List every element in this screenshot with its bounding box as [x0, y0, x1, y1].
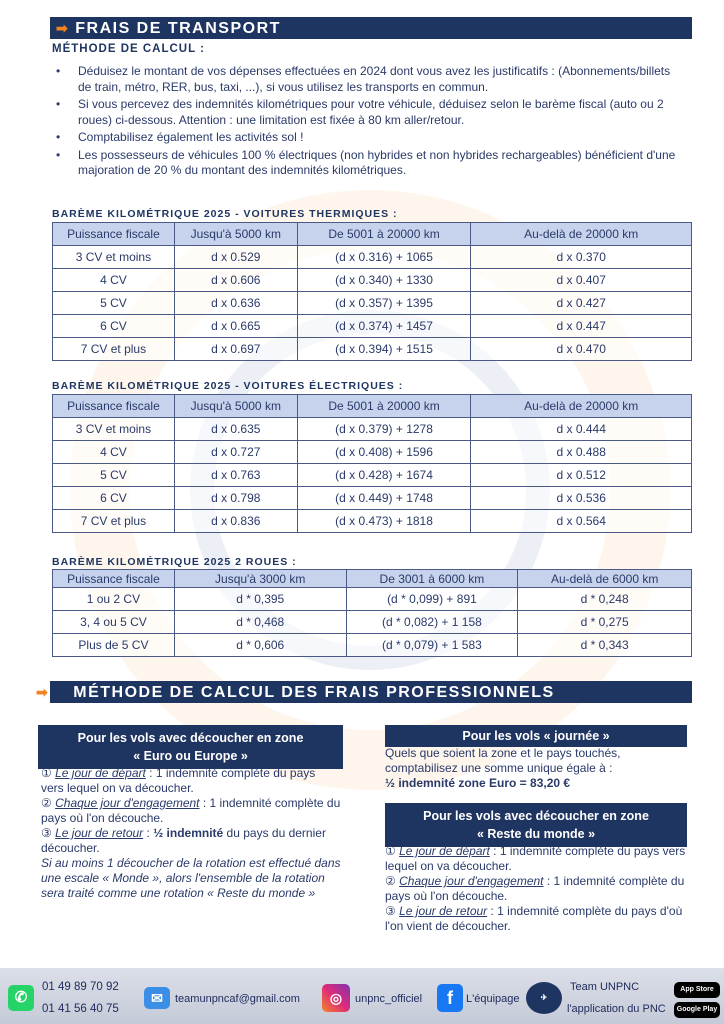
table-cell: 5 CV [53, 464, 175, 487]
table-row [53, 338, 692, 361]
table-row [53, 292, 692, 315]
bullet-item: • Les possesseurs de véhicules 100 % électriques (non hybrides et non hybrides rechargeables) bénéficient d'une majoration de 20 % du montant des indemnités kilométriques. [56, 148, 686, 179]
table-thermal [52, 222, 692, 361]
table-cell: 4 CV [53, 441, 175, 464]
table-header: Jusqu'à 3000 km [174, 570, 346, 588]
table-cell: d x 0.536 [471, 487, 692, 510]
paragraph-depart [385, 844, 690, 874]
table-row [53, 588, 692, 611]
footer [0, 968, 724, 1024]
table-cell: d x 0.798 [174, 487, 297, 510]
bullet-item: • Déduisez le montant de vos dépenses effectuées en 2024 dont vous avez les justificatifs : (Abonnements/billets de train, métro, RER, bus, taxi, ...), si vous utilisez les transports en commun. [56, 64, 686, 95]
table-cell: d * 0,343 [518, 634, 692, 657]
facebook-icon[interactable]: f [437, 984, 463, 1012]
table-row [53, 246, 692, 269]
email-icon[interactable]: ✉ [144, 987, 170, 1009]
table-body [53, 246, 692, 361]
paragraph-retour [385, 904, 690, 934]
section-banner-transport [50, 17, 692, 39]
number-three-icon: ③ [385, 904, 396, 918]
table-row [53, 510, 692, 533]
table-2-roues [52, 569, 692, 657]
table-cell: (d x 0.408) + 1596 [297, 441, 471, 464]
label-retour: Le jour de retour [55, 826, 144, 840]
section-title: FRAIS DE TRANSPORT [75, 20, 281, 37]
section-banner-frais-pro [36, 681, 692, 703]
table-cell: d * 0,606 [174, 634, 346, 657]
instagram-icon[interactable]: ◎ [322, 984, 350, 1012]
table-cell: (d x 0.374) + 1457 [297, 315, 471, 338]
table-cell: (d x 0.379) + 1278 [297, 418, 471, 441]
label-depart: Le jour de départ [399, 844, 490, 858]
box-content-monde [385, 844, 690, 934]
number-two-icon: ② [41, 796, 52, 810]
table-cell: d x 0.370 [471, 246, 692, 269]
table-row [53, 269, 692, 292]
table-row [53, 441, 692, 464]
table-cell: d x 0.529 [174, 246, 297, 269]
paragraph-depart [41, 766, 341, 796]
table-cell: (d x 0.473) + 1818 [297, 510, 471, 533]
number-three-icon: ③ [41, 826, 52, 840]
paragraph-retour [41, 826, 341, 856]
table-cell: (d * 0,082) + 1 158 [346, 611, 518, 634]
table-cell: d x 0.488 [471, 441, 692, 464]
box-header-line: Pour les vols avec découcher en zone [423, 809, 649, 823]
note-monde: Si au moins 1 découcher de la rotation est effectué dans une escale « Monde », alors l'ensemble de la rotation sera traité comme une rotation « Reste du monde » [41, 856, 341, 900]
table-cell: d x 0.763 [174, 464, 297, 487]
table-cell: d x 0.727 [174, 441, 297, 464]
method-bullets [56, 64, 686, 181]
table-cell: d x 0.444 [471, 418, 692, 441]
table-cell: d x 0.470 [471, 338, 692, 361]
table-cell: d x 0.606 [174, 269, 297, 292]
table-cell: (d x 0.316) + 1065 [297, 246, 471, 269]
table-cell: (d x 0.357) + 1395 [297, 292, 471, 315]
text-engagement: : 1 indemnité complète du pays où l'on découche. [385, 874, 685, 903]
facebook-page[interactable]: L'équipage [466, 993, 520, 1005]
table-cell: d x 0.635 [174, 418, 297, 441]
table-cell: 3 CV et moins [53, 246, 175, 269]
table-cell: d x 0.697 [174, 338, 297, 361]
table-header: Jusqu'à 5000 km [174, 395, 297, 418]
table-row [53, 315, 692, 338]
box-header-line: « Euro ou Europe » [133, 749, 248, 763]
box-header-europe [38, 725, 343, 769]
arrow-icon: ➡ [56, 20, 70, 36]
table-cell: Plus de 5 CV [53, 634, 175, 657]
table-cell: d x 0.512 [471, 464, 692, 487]
number-two-icon: ② [385, 874, 396, 888]
table-row [53, 487, 692, 510]
arrow-icon: ➡ [36, 684, 50, 700]
table-cell: d x 0.564 [471, 510, 692, 533]
text-depart: : 1 indemnité complète du pays vers lequel on va découcher. [385, 844, 686, 873]
box-header-line: Pour les vols avec découcher en zone [77, 731, 304, 745]
table-caption-electric: BARÈME KILOMÉTRIQUE 2025 - VOITURES ÉLECTRIQUES : [52, 380, 404, 392]
box-content-journee [385, 746, 690, 791]
paragraph-engagement [41, 796, 341, 826]
table-row [53, 611, 692, 634]
table-cell: 7 CV et plus [53, 510, 175, 533]
table-cell: 3, 4 ou 5 CV [53, 611, 175, 634]
table-row [53, 418, 692, 441]
bullet-item: • Si vous percevez des indemnités kilométriques pour votre véhicule, déduisez selon le barème fiscal (auto ou 2 roues) ci-dessous. Attention : une limitation est fixée à 80 km aller/retour. [56, 97, 686, 128]
table-header: Jusqu'à 5000 km [174, 223, 297, 246]
table-cell: (d x 0.340) + 1330 [297, 269, 471, 292]
email-link[interactable]: teamunpncaf@gmail.com [175, 993, 300, 1005]
table-cell: d * 0,468 [174, 611, 346, 634]
table-header: Puissance fiscale [53, 570, 175, 588]
table-header: Au-delà de 20000 km [471, 395, 692, 418]
table-cell: 5 CV [53, 292, 175, 315]
text-retour: : 1 indemnité complète du pays d'où l'on vient de découcher. [385, 904, 683, 933]
table-cell: 6 CV [53, 315, 175, 338]
table-header: Au-delà de 6000 km [518, 570, 692, 588]
section-title: MÉTHODE DE CALCUL DES FRAIS PROFESSIONNELS [73, 684, 555, 701]
number-one-icon: ① [41, 766, 52, 780]
box-content-europe [41, 766, 341, 901]
paragraph-engagement [385, 874, 690, 904]
label-retour: Le jour de retour [399, 904, 488, 918]
journee-text: Quels que soient la zone et le pays touchés, comptabilisez une somme unique égale à : [385, 746, 621, 775]
table-cell: d x 0.836 [174, 510, 297, 533]
separator: : [143, 826, 154, 840]
table-cell: 6 CV [53, 487, 175, 510]
table-cell: 1 ou 2 CV [53, 588, 175, 611]
table-row [53, 634, 692, 657]
table-cell: 7 CV et plus [53, 338, 175, 361]
table-caption-thermal: BARÈME KILOMÉTRIQUE 2025 - VOITURES THERMIQUES : [52, 208, 398, 220]
phone-number-2[interactable]: 01 41 56 40 75 [42, 1003, 119, 1015]
table-caption-2-roues: BARÈME KILOMÉTRIQUE 2025 2 ROUES : [52, 556, 297, 568]
table-row [53, 464, 692, 487]
app-tagline: l'application du PNC [567, 1003, 666, 1015]
table-cell: 3 CV et moins [53, 418, 175, 441]
text-depart: : 1 indemnité complète du pays vers lequel on va découcher. [41, 766, 316, 795]
table-cell: d x 0.447 [471, 315, 692, 338]
table-cell: d * 0,275 [518, 611, 692, 634]
table-header: Puissance fiscale [53, 395, 175, 418]
box-header-line: « Reste du monde » [476, 827, 596, 841]
unpnc-logo: ✈ [526, 982, 562, 1014]
table-cell: (d x 0.449) + 1748 [297, 487, 471, 510]
table-cell: (d * 0,099) + 891 [346, 588, 518, 611]
instagram-handle[interactable]: unpnc_officiel [355, 993, 423, 1005]
table-header: De 3001 à 6000 km [346, 570, 518, 588]
app-store-badge[interactable]: App Store [674, 982, 720, 998]
table-cell: d * 0,248 [518, 588, 692, 611]
table-cell: 4 CV [53, 269, 175, 292]
table-cell: (d x 0.394) + 1515 [297, 338, 471, 361]
number-one-icon: ① [385, 844, 396, 858]
table-header: Puissance fiscale [53, 223, 175, 246]
table-cell: (d x 0.428) + 1674 [297, 464, 471, 487]
method-subtitle: MÉTHODE DE CALCUL : [52, 43, 205, 55]
table-cell: d x 0.636 [174, 292, 297, 315]
table-body [53, 588, 692, 657]
label-depart: Le jour de départ [55, 766, 146, 780]
table-cell: d x 0.407 [471, 269, 692, 292]
bullet-item: • Comptabilisez également les activités sol ! [56, 130, 686, 146]
journee-amount: ½ indemnité zone Euro = 83,20 € [385, 776, 571, 790]
label-engagement: Chaque jour d'engagement [399, 874, 544, 888]
label-engagement: Chaque jour d'engagement [55, 796, 200, 810]
table-electric [52, 394, 692, 533]
phone-number-1[interactable]: 01 49 89 70 92 [42, 981, 119, 993]
text-retour: du pays du dernier découcher. [41, 826, 326, 855]
table-cell: d * 0,395 [174, 588, 346, 611]
app-name: Team UNPNC [570, 981, 640, 993]
table-header: De 5001 à 20000 km [297, 223, 471, 246]
text-engagement: : 1 indemnité complète du pays où l'on découche. [41, 796, 341, 825]
table-cell: d x 0.427 [471, 292, 692, 315]
table-header: Au-delà de 20000 km [471, 223, 692, 246]
box-header-journee: Pour les vols « journée » [385, 725, 687, 747]
table-cell: (d * 0,079) + 1 583 [346, 634, 518, 657]
google-play-badge[interactable]: Google Play [674, 1002, 720, 1018]
table-cell: d x 0.665 [174, 315, 297, 338]
bold-half-indemnity: ½ indemnité [153, 826, 224, 840]
whatsapp-icon[interactable]: ✆ [8, 985, 34, 1011]
box-header-monde [385, 803, 687, 847]
table-body [53, 418, 692, 533]
table-header: De 5001 à 20000 km [297, 395, 471, 418]
